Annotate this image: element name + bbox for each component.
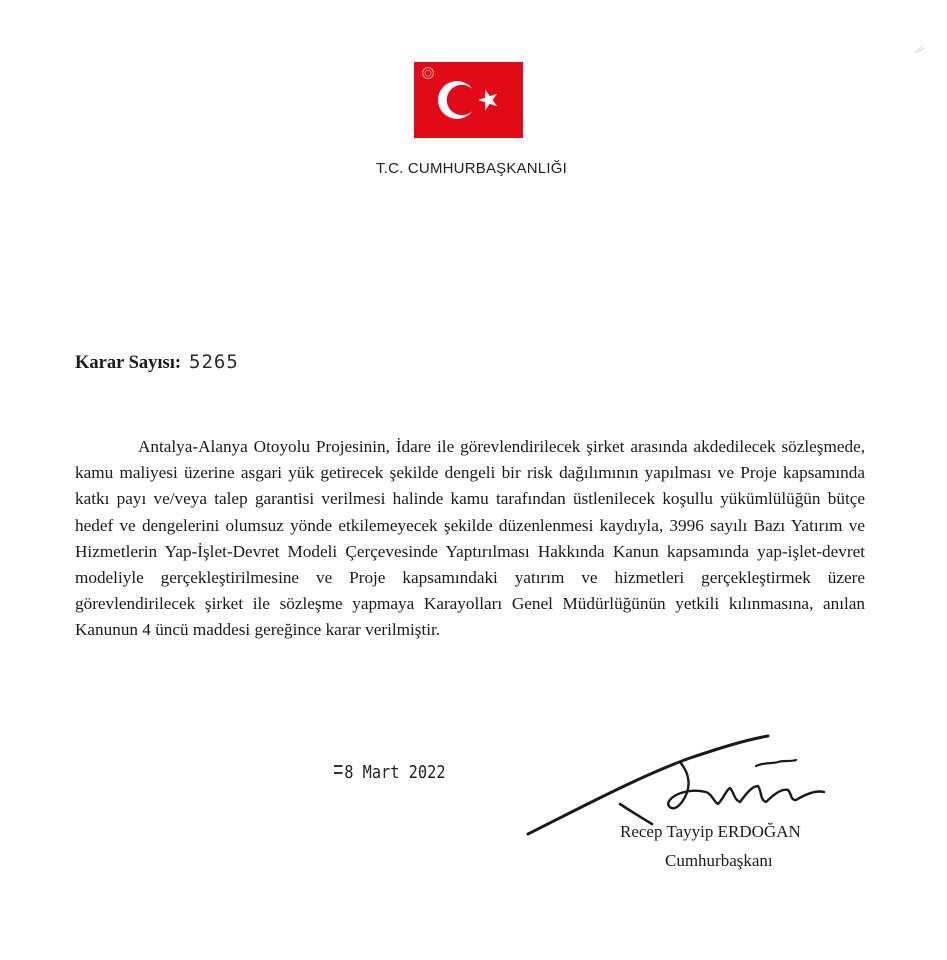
institution-header xyxy=(0,160,947,177)
turkish-flag xyxy=(414,62,523,138)
decision-date xyxy=(334,762,446,783)
signer-name: Recep Tayyip ERDOĞAN xyxy=(620,822,801,841)
institution-name: T.C. CUMHURBAŞKANLIĞI xyxy=(376,160,567,177)
scan-artifact-icon xyxy=(913,44,925,54)
date-stamp-mark xyxy=(334,765,343,774)
date-text: 8 Mart 2022 xyxy=(344,762,446,783)
decision-label: Karar Sayısı: xyxy=(75,353,182,373)
decision-number: 5265 xyxy=(189,351,239,373)
decision-body-paragraph: Antalya-Alanya Otoyolu Projesinin, İdare ile görevlendirilecek şirket arasında akdedilecek sözleşmede, kamu maliyesi üzerine asgari yük getirecek şekilde dengeli bir risk dağılımının yapılması ve Proje kapsamında katkı payı ve/veya talep garantisi verilmesi halinde kamu tarafından üstlenilecek koşullu yükümlülüğün bütçe hedef ve dengelerini olumsuz yönde etkilemeyecek şekilde düzenlenmesi kaydıyla, 3996 sayılı Bazı Yatırım ve Hizmetlerin Yap-İşlet-Devret Modeli Çerçevesinde Yaptırılması Hakkında Kanun kapsamında yap-işlet-devret modeliyle gerçekleştirilmesine ve Proje kapsamındaki yatırım ve hizmetleri gerçekleştirmek üzere görevlendirilecek şirket ile sözleşme yapmaya Karayolları Genel Müdürlüğünün yetkili kılınmasına, anılan Kanunun 4 üncü maddesi gereğince karar verilmiştir. xyxy=(75,437,865,640)
decision-line xyxy=(75,351,239,374)
signer-title: Cumhurbaşkanı xyxy=(665,851,773,870)
crescent-star-icon xyxy=(414,62,523,138)
